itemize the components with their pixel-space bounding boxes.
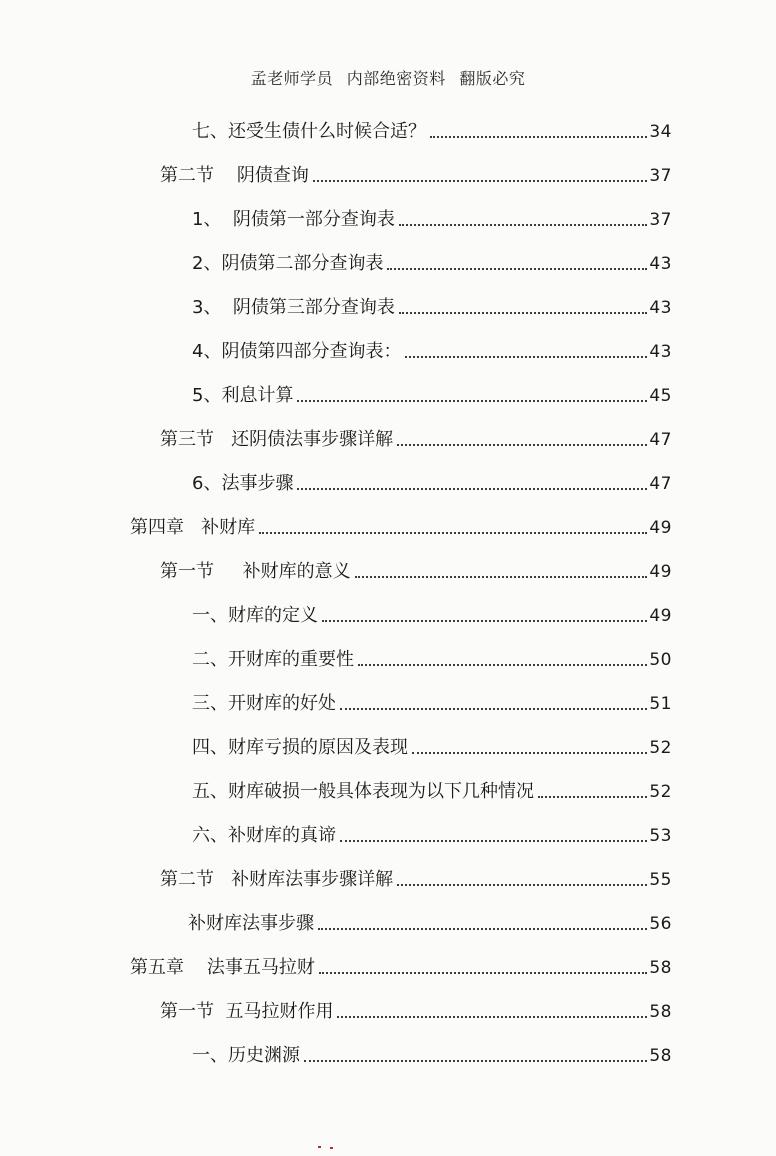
toc-entry[interactable] [192, 339, 672, 365]
toc-leader [397, 884, 647, 886]
toc-entry[interactable] [130, 515, 672, 541]
toc-entry[interactable] [192, 1043, 672, 1069]
toc-entry-title: 4、阴债第四部分查询表： [192, 341, 402, 362]
toc-entry[interactable] [160, 867, 672, 893]
toc-page-number: 52 [649, 782, 672, 802]
toc-page-number: 56 [649, 914, 672, 934]
toc-entry-title: 1、 阴债第一部分查询表 [192, 209, 395, 230]
toc-leader [405, 356, 647, 358]
header-part-2: 内部绝密资料 [346, 69, 446, 88]
toc-entry-title: 6、法事步骤 [192, 473, 294, 494]
toc-leader [340, 708, 647, 710]
toc-entry-title: 3、 阴债第三部分查询表 [192, 297, 395, 318]
toc-entry[interactable] [160, 163, 672, 189]
toc-leader [340, 840, 647, 842]
toc-page-number: 51 [649, 694, 672, 714]
toc-page-number: 47 [649, 474, 672, 494]
toc-entry-title: 六、补财库的真谛 [192, 825, 336, 846]
toc-leader [318, 928, 647, 930]
toc-page-number: 55 [649, 870, 672, 890]
toc-page-number: 53 [649, 826, 672, 846]
toc-leader [313, 180, 647, 182]
toc-entry-title: 第五章 法事五马拉财 [130, 957, 315, 978]
toc-leader [538, 796, 647, 798]
toc-page-number: 50 [649, 650, 672, 670]
toc-leader [304, 1060, 647, 1062]
toc-entry-title: 一、历史渊源 [192, 1045, 300, 1066]
toc-leader [397, 444, 647, 446]
toc-leader [337, 1016, 647, 1018]
toc-entry-title: 二、开财库的重要性 [192, 649, 354, 670]
toc-page-number: 49 [649, 562, 672, 582]
toc-leader [387, 268, 647, 270]
toc-leader [297, 400, 647, 402]
toc-leader [358, 664, 647, 666]
toc-entry-title: 第二节 阴债查询 [160, 165, 309, 186]
header-part-3: 翻版必究 [459, 69, 526, 88]
toc-entry[interactable] [192, 647, 672, 673]
toc-leader [412, 752, 647, 754]
toc-entry-title: 三、开财库的好处 [192, 693, 336, 714]
toc-entry-title: 七、还受生债什么时候合适？ [192, 121, 426, 142]
toc-page-number: 49 [649, 606, 672, 626]
toc-entry[interactable] [192, 383, 672, 409]
toc-entry-title: 补财库法事步骤 [188, 913, 314, 934]
toc-page-number: 58 [649, 1046, 672, 1066]
toc-page-number: 47 [649, 430, 672, 450]
toc-entry-title: 5、利息计算 [192, 385, 294, 406]
toc-leader [297, 488, 647, 490]
toc-page-number: 34 [649, 122, 672, 142]
toc-page-number: 58 [649, 1002, 672, 1022]
toc-entry-title: 五、财库破损一般具体表现为以下几种情况 [192, 781, 534, 802]
toc-page-number: 49 [649, 518, 672, 538]
toc-entry[interactable] [192, 295, 672, 321]
toc-entry[interactable] [192, 119, 672, 145]
toc-entry-title: 第一节 补财库的意义 [160, 561, 351, 582]
toc-entry-title: 一、财库的定义 [192, 605, 318, 626]
header-part-1: 孟老师学员 [250, 69, 334, 88]
toc-entry[interactable] [192, 207, 672, 233]
toc-entry[interactable] [192, 251, 672, 277]
toc-page-number: 37 [649, 210, 672, 230]
toc-page-number: 58 [649, 958, 672, 978]
toc-entry[interactable] [160, 427, 672, 453]
toc-leader [399, 224, 647, 226]
toc-entry-title: 第一节 五马拉财作用 [160, 1001, 334, 1022]
toc-entry-title: 四、财库亏损的原因及表现 [192, 737, 408, 758]
toc-page-number: 43 [649, 342, 672, 362]
toc-entry[interactable] [192, 779, 672, 805]
scan-speck [318, 1146, 321, 1148]
toc-page-number: 45 [649, 386, 672, 406]
toc-entry[interactable] [192, 691, 672, 717]
toc-entry-title: 第二节 补财库法事步骤详解 [160, 869, 394, 890]
scan-speck [330, 1147, 333, 1149]
toc-leader [322, 620, 647, 622]
toc-entry[interactable] [160, 999, 672, 1025]
toc-leader [319, 972, 647, 974]
page-header [0, 66, 776, 89]
toc-page-number: 37 [649, 166, 672, 186]
toc-entry[interactable] [192, 823, 672, 849]
toc-entry[interactable] [160, 559, 672, 585]
toc-entry-title: 第三节 还阴债法事步骤详解 [160, 429, 394, 450]
toc-entry-title: 2、阴债第二部分查询表 [192, 253, 384, 274]
toc-entry-title: 第四章 补财库 [130, 517, 256, 538]
toc-entry[interactable] [192, 603, 672, 629]
toc-entry[interactable] [130, 955, 672, 981]
toc-leader [399, 312, 647, 314]
toc-page-number: 52 [649, 738, 672, 758]
toc-page-number: 43 [649, 298, 672, 318]
toc-leader [430, 136, 647, 138]
toc-entry[interactable] [192, 471, 672, 497]
toc-leader [355, 576, 648, 578]
toc-entry[interactable] [188, 911, 672, 937]
toc-leader [259, 532, 647, 534]
toc-entry[interactable] [192, 735, 672, 761]
toc-page-number: 43 [649, 254, 672, 274]
